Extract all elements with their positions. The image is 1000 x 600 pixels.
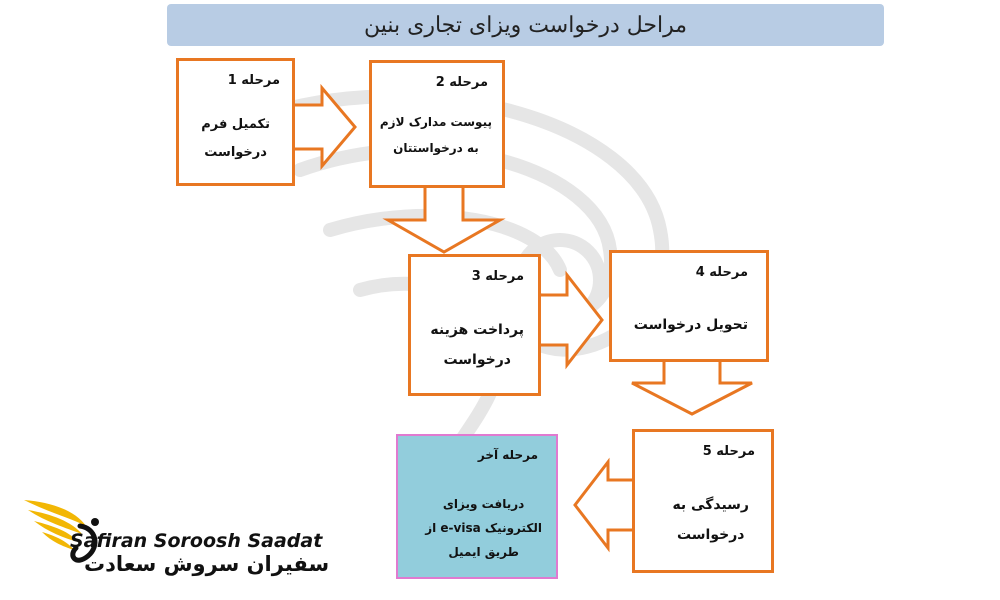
step-2-box bbox=[369, 60, 505, 188]
step-1-line-1: تکمیل فرم bbox=[201, 117, 270, 132]
arrow-step4-to-step5 bbox=[632, 360, 752, 414]
arrow-step2-to-step3 bbox=[388, 186, 500, 252]
step-5-text bbox=[672, 490, 749, 550]
step-3-line-2: درخواست bbox=[443, 352, 511, 368]
step-2-line-1: پیوست مدارک لازم bbox=[379, 115, 492, 129]
final-step-line-1: دریافت ویزای bbox=[442, 497, 525, 511]
step-5-box bbox=[632, 429, 774, 573]
step-4-text bbox=[634, 311, 748, 339]
step-1-label: مرحله 1 bbox=[227, 73, 280, 88]
page-title: مراحل درخواست ویزای تجاری بنین bbox=[167, 4, 884, 46]
step-1-box bbox=[176, 58, 295, 186]
step-5-label: مرحله 5 bbox=[702, 444, 755, 459]
step-4-line-1: تحویل درخواست bbox=[633, 317, 748, 333]
final-step-text bbox=[425, 492, 542, 564]
logo-text-fa: سفیران سروش سعادت bbox=[84, 552, 330, 576]
step-1-text bbox=[201, 111, 270, 167]
step-4-label: مرحله 4 bbox=[695, 265, 748, 280]
logo-text-en: Safiran Soroosh Saadat bbox=[70, 530, 323, 552]
arrow-step5-to-final bbox=[575, 462, 635, 548]
step-3-box bbox=[408, 254, 541, 396]
arrow-step3-to-step4 bbox=[538, 275, 602, 365]
final-step-box bbox=[396, 434, 558, 579]
step-2-text bbox=[380, 109, 492, 161]
step-4-box bbox=[609, 250, 769, 362]
step-1-line-2: درخواست bbox=[204, 145, 267, 160]
step-3-label: مرحله 3 bbox=[471, 269, 524, 284]
final-step-line-2: الکترونیک e-visa از bbox=[425, 521, 542, 535]
step-2-label: مرحله 2 bbox=[435, 75, 488, 90]
step-3-line-1: پرداخت هزینه bbox=[430, 322, 524, 338]
final-step-label: مرحله آخر bbox=[477, 448, 538, 462]
step-2-line-2: به درخواستتان bbox=[393, 141, 479, 155]
step-5-line-2: درخواست bbox=[676, 527, 745, 543]
arrow-step1-to-step2 bbox=[293, 88, 355, 166]
step-5-line-1: رسیدگی به bbox=[672, 497, 749, 513]
step-3-text bbox=[430, 315, 524, 375]
final-step-line-3: طریق ایمیل bbox=[448, 545, 519, 559]
